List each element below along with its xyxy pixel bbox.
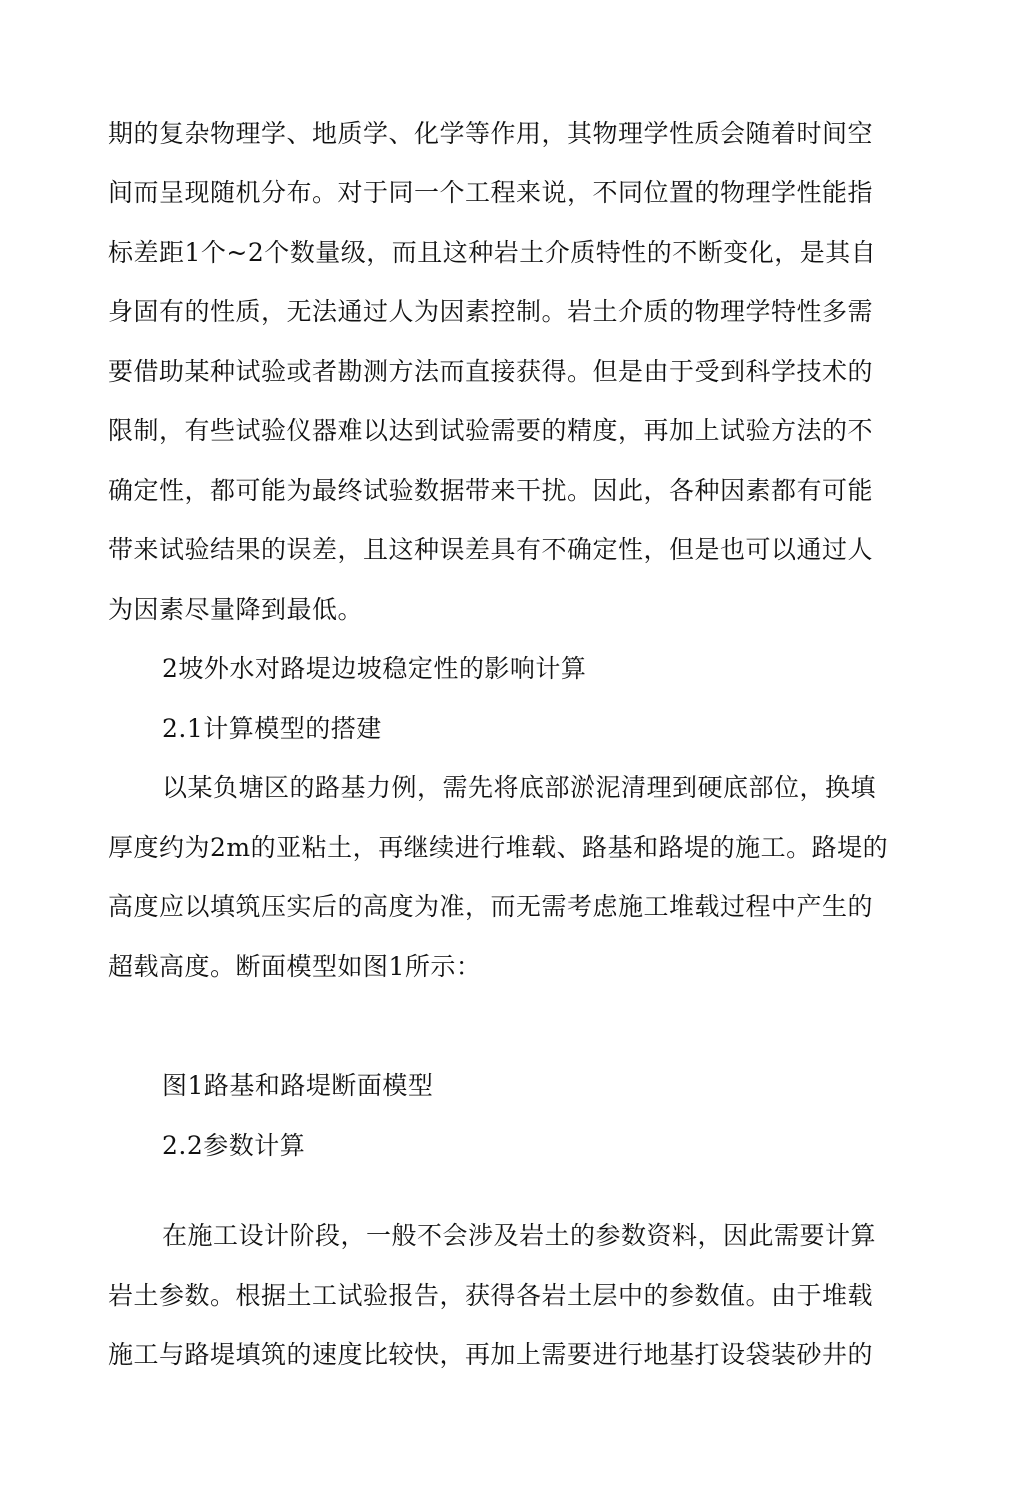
paragraph-line: 在施工设计阶段，一般不会涉及岩土的参数资料，因此需要计算	[162, 1221, 877, 1250]
paragraph-line: 高度应以填筑压实后的高度为准，而无需考虑施工堆载过程中产生的	[108, 892, 874, 921]
paragraph-line: 确定性，都可能为最终试验数据带来干扰。因此，各种因素都有可能	[108, 476, 874, 505]
paragraph-line: 要借助某种试验或者勘测方法而直接获得。但是由于受到科学技术的	[108, 357, 874, 386]
paragraph-line: 为因素尽量降到最低。	[108, 595, 364, 624]
paragraph-line: 标差距1个~2个数量级，而且这种岩土介质特性的不断变化，是其自	[108, 238, 877, 267]
paragraph-line: 岩土参数。根据土工试验报告，获得各岩土层中的参数值。由于堆载	[108, 1281, 874, 1310]
subsection-heading: 2.2参数计算	[162, 1131, 306, 1160]
figure-caption: 图1路基和路堤断面模型	[162, 1071, 434, 1100]
paragraph-line: 身固有的性质，无法通过人为因素控制。岩土介质的物理学特性多需	[108, 297, 874, 326]
paragraph-line: 间而呈现随机分布。对于同一个工程来说，不同位置的物理学性能指	[108, 178, 874, 207]
section-heading: 2坡外水对路堤边坡稳定性的影响计算	[162, 654, 587, 683]
paragraph-line: 限制，有些试验仪器难以达到试验需要的精度，再加上试验方法的不	[108, 416, 874, 445]
paragraph-line: 厚度约为2m的亚粘土，再继续进行堆载、路基和路堤的施工。路堤的	[108, 833, 889, 862]
paragraph-line: 带来试验结果的误差，且这种误差具有不确定性，但是也可以通过人	[108, 535, 874, 564]
paragraph-line: 施工与路堤填筑的速度比较快，再加上需要进行地基打设袋装砂井的	[108, 1340, 874, 1369]
paragraph-line: 期的复杂物理学、地质学、化学等作用，其物理学性质会随着时间空	[108, 119, 874, 148]
paragraph-line: 超载高度。断面模型如图1所示：	[108, 952, 482, 981]
subsection-heading: 2.1计算模型的搭建	[162, 714, 382, 743]
paragraph-line: 以某负塘区的路基力例，需先将底部淤泥清理到硬底部位，换填	[162, 773, 877, 802]
